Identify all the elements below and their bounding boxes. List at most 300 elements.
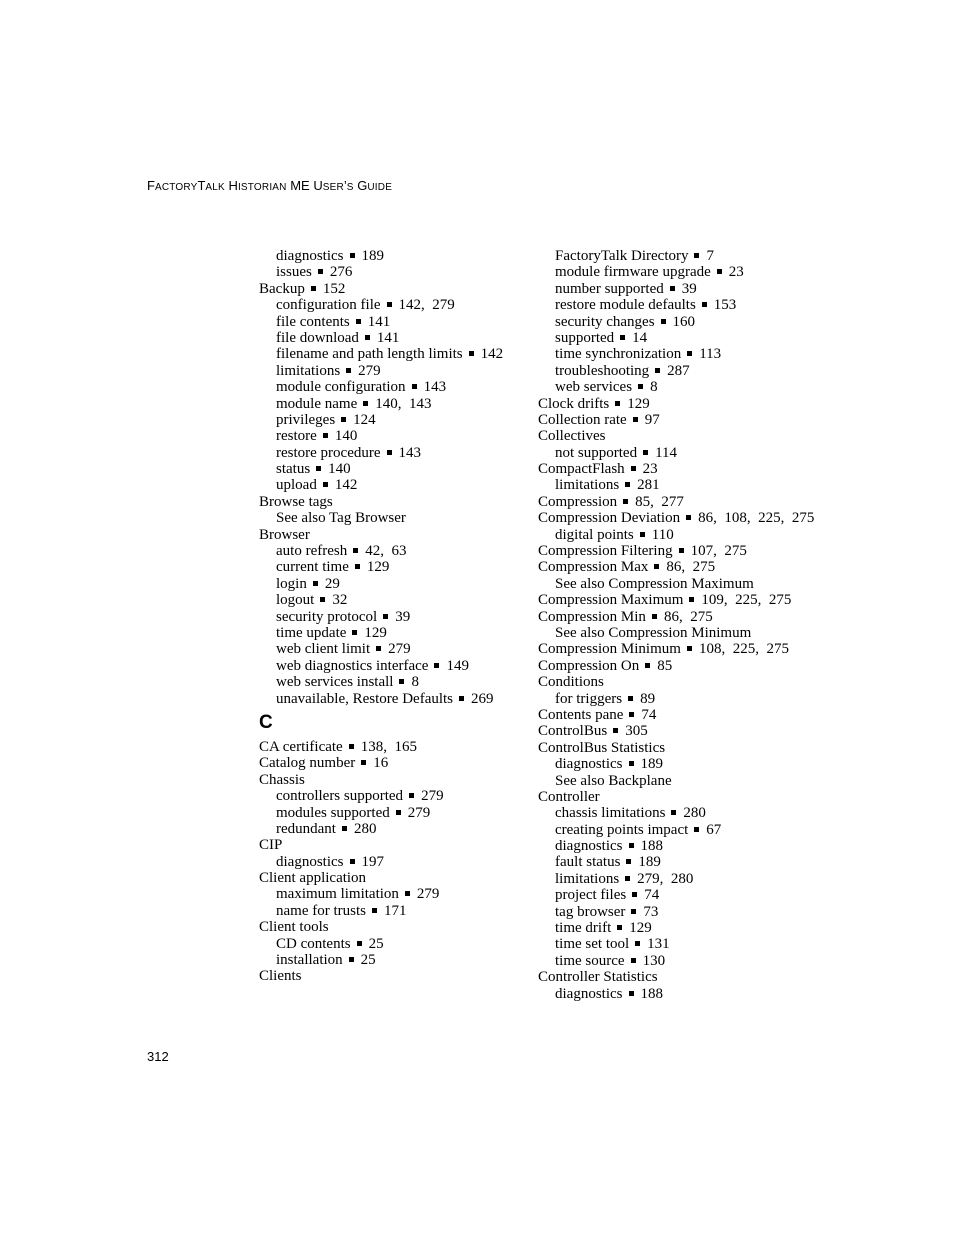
header-segment: F	[147, 178, 155, 193]
bullet-separator-icon	[694, 253, 699, 258]
index-term: web services install	[276, 674, 394, 691]
index-page-refs: 142	[480, 346, 504, 363]
index-subentry	[259, 445, 529, 461]
index-term: CompactFlash	[538, 461, 625, 478]
index-subentry	[259, 674, 529, 690]
index-term: CD contents	[276, 935, 351, 952]
index-entry	[538, 461, 838, 477]
index-subentry	[259, 510, 529, 526]
index-page-refs: 197	[361, 853, 384, 870]
index-entry	[538, 641, 838, 657]
index-term: Backup	[259, 280, 305, 297]
bullet-separator-icon	[654, 564, 659, 569]
index-subentry	[259, 625, 529, 641]
index-term: file download	[276, 329, 359, 346]
index-subentry	[259, 805, 529, 821]
bullet-separator-icon	[717, 269, 722, 274]
index-page-refs: 7	[706, 248, 714, 264]
index-page-refs: 143	[423, 379, 447, 396]
index-entry	[259, 837, 529, 853]
index-subentry	[538, 920, 838, 936]
bullet-separator-icon	[613, 728, 618, 733]
index-subentry	[259, 609, 529, 625]
index-term: See also Compression Maximum	[555, 575, 754, 592]
index-page-refs: 188	[640, 985, 663, 1002]
bullet-separator-icon	[617, 925, 622, 930]
index-entry	[538, 789, 838, 805]
bullet-separator-icon	[372, 908, 377, 913]
index-term: Chassis	[259, 771, 305, 788]
index-subentry	[259, 886, 529, 902]
index-term: web client limit	[276, 641, 371, 658]
index-subentry	[538, 904, 838, 920]
index-term: login	[276, 575, 307, 592]
index-subentry	[259, 428, 529, 444]
index-subentry	[259, 936, 529, 952]
index-term: creating points impact	[555, 821, 689, 838]
index-subentry	[538, 576, 838, 592]
index-page-refs: 129	[366, 559, 390, 576]
index-page-refs: 39	[395, 608, 411, 625]
index-term: for triggers	[555, 690, 623, 707]
bullet-separator-icon	[631, 909, 636, 914]
index-term: ControlBus	[538, 723, 608, 740]
index-page-refs: 279	[416, 886, 440, 903]
index-page-refs: 114	[655, 444, 678, 461]
bullet-separator-icon	[671, 810, 676, 815]
bullet-separator-icon	[361, 760, 366, 765]
index-page-refs: 305	[625, 723, 648, 740]
index-page-refs: 74	[641, 706, 657, 723]
index-term: status	[276, 461, 311, 478]
bullet-separator-icon	[350, 859, 355, 864]
index-term: controllers supported	[276, 788, 404, 805]
index-subentry	[538, 986, 838, 1002]
header-segment: H	[224, 178, 238, 193]
index-term: auto refresh	[276, 543, 348, 560]
bullet-separator-icon	[387, 450, 392, 455]
bullet-separator-icon	[357, 941, 362, 946]
bullet-separator-icon	[640, 532, 645, 537]
header-segment: T	[197, 178, 206, 193]
index-term: project files	[555, 887, 627, 904]
header-segment: G	[353, 178, 368, 193]
index-subentry	[259, 314, 529, 330]
index-term: time drift	[555, 920, 612, 937]
bullet-separator-icon	[356, 319, 361, 324]
index-subentry	[538, 314, 838, 330]
bullet-separator-icon	[341, 417, 346, 422]
index-entry	[259, 968, 529, 984]
index-term: filename and path length limits	[276, 346, 463, 363]
index-page-refs: 74	[644, 887, 660, 904]
index-entry	[538, 658, 838, 674]
header-segment: ME U	[286, 178, 323, 193]
index-term: restore module defaults	[555, 297, 696, 314]
index-subentry	[259, 854, 529, 870]
index-entry	[259, 527, 529, 543]
index-page-refs: 73	[643, 903, 659, 920]
index-subentry	[259, 559, 529, 575]
index-page-refs: 25	[360, 952, 376, 969]
bullet-separator-icon	[629, 761, 634, 766]
index-page-refs: 279	[421, 788, 444, 805]
index-subentry	[259, 592, 529, 608]
index-term: module configuration	[276, 379, 406, 396]
index-term: security changes	[555, 313, 655, 330]
index-term: file contents	[276, 313, 350, 330]
index-term: Compression	[538, 493, 618, 510]
index-page-refs: 287	[667, 362, 690, 379]
index-page-refs: 85, 277	[635, 493, 684, 510]
bullet-separator-icon	[311, 286, 316, 291]
index-subentry	[259, 363, 529, 379]
bullet-separator-icon	[323, 433, 328, 438]
index-term: Catalog number	[259, 755, 356, 772]
index-subentry	[538, 953, 838, 969]
index-subentry	[538, 264, 838, 280]
index-page-refs: 141	[367, 313, 391, 330]
index-page-refs: 129	[627, 395, 650, 412]
index-subentry	[259, 477, 529, 493]
index-term: issues	[276, 264, 312, 281]
index-subentry	[538, 854, 838, 870]
index-term: time synchronization	[555, 346, 682, 363]
index-page-refs: 279	[407, 804, 431, 821]
index-page-refs: 279	[358, 362, 381, 379]
bullet-separator-icon	[383, 614, 388, 619]
index-term: modules supported	[276, 804, 390, 821]
bullet-separator-icon	[353, 548, 358, 553]
index-entry	[259, 281, 529, 297]
index-term: Controller Statistics	[538, 969, 658, 986]
index-page-refs: 32	[332, 592, 348, 609]
index-page-refs: 8	[650, 379, 658, 396]
bullet-separator-icon	[625, 876, 630, 881]
bullet-separator-icon	[412, 384, 417, 389]
bullet-separator-icon	[687, 646, 692, 651]
header-segment: UIDE	[367, 182, 393, 193]
index-entry	[538, 740, 838, 756]
index-term: fault status	[555, 854, 621, 871]
index-page-refs: 160	[672, 313, 696, 330]
index-page-refs: 189	[640, 756, 663, 773]
index-page-refs: 142	[334, 477, 358, 494]
index-term: maximum limitation	[276, 886, 399, 903]
header-segment: ACTORY	[154, 182, 198, 193]
bullet-separator-icon	[625, 482, 630, 487]
header-segment: ISTORIAN	[237, 182, 287, 193]
index-subentry	[259, 297, 529, 313]
index-page-refs: 85	[657, 657, 673, 674]
bullet-separator-icon	[661, 319, 666, 324]
bullet-separator-icon	[694, 827, 699, 832]
index-subentry	[259, 412, 529, 428]
index-page-refs: 16	[373, 755, 389, 772]
index-term: digital points	[555, 526, 634, 543]
bullet-separator-icon	[702, 302, 707, 307]
bullet-separator-icon	[342, 826, 347, 831]
index-page-refs: 86, 275	[666, 559, 716, 576]
index-subentry	[259, 691, 529, 707]
bullet-separator-icon	[318, 269, 323, 274]
bullet-separator-icon	[387, 302, 392, 307]
bullet-separator-icon	[349, 957, 354, 962]
index-term: chassis limitations	[555, 805, 666, 822]
index-term: module firmware upgrade	[555, 264, 711, 281]
index-page-refs: 23	[642, 461, 658, 478]
index-term: restore procedure	[276, 444, 381, 461]
index-subentry	[538, 297, 838, 313]
index-entry	[538, 494, 838, 510]
index-subentry	[259, 248, 529, 264]
bullet-separator-icon	[652, 614, 657, 619]
index-entry	[538, 428, 838, 444]
index-term: logout	[276, 592, 315, 609]
index-page-refs: 149	[446, 657, 469, 674]
index-entry	[538, 723, 838, 739]
index-subentry	[538, 838, 838, 854]
index-term: Client tools	[259, 919, 329, 936]
index-page-refs: 143	[398, 444, 422, 461]
index-entry	[538, 510, 838, 526]
index-term: redundant	[276, 820, 336, 837]
index-entry	[259, 870, 529, 886]
index-subentry	[538, 445, 838, 461]
index-term: time source	[555, 952, 625, 969]
bullet-separator-icon	[365, 335, 370, 340]
index-term: diagnostics	[276, 853, 344, 870]
index-term: Collectives	[538, 428, 606, 445]
index-term: Compression Deviation	[538, 510, 681, 527]
index-term: diagnostics	[555, 985, 623, 1002]
index-term: Compression Filtering	[538, 543, 673, 560]
bullet-separator-icon	[349, 744, 354, 749]
index-page-refs: 42, 63	[365, 543, 407, 560]
index-subentry	[538, 871, 838, 887]
index-subentry	[538, 346, 838, 362]
index-entry	[259, 772, 529, 788]
page-number: 312	[147, 1049, 169, 1064]
index-subentry	[259, 379, 529, 395]
bullet-separator-icon	[323, 482, 328, 487]
index-page-refs: 153	[713, 297, 737, 314]
index-subentry	[259, 330, 529, 346]
bullet-separator-icon	[320, 597, 325, 602]
index-page-refs: 188	[640, 838, 663, 855]
index-term: Contents pane	[538, 706, 624, 723]
bullet-separator-icon	[631, 958, 636, 963]
bullet-separator-icon	[355, 564, 360, 569]
bullet-separator-icon	[689, 597, 694, 602]
bullet-separator-icon	[615, 401, 620, 406]
index-subentry	[538, 379, 838, 395]
bullet-separator-icon	[679, 548, 684, 553]
index-page-refs: 279	[388, 641, 411, 658]
index-term: number supported	[555, 280, 664, 297]
index-page-refs: 141	[376, 329, 400, 346]
index-entry	[259, 739, 529, 755]
index-term: privileges	[276, 411, 336, 428]
index-term: Compression Minimum	[538, 641, 681, 658]
bullet-separator-icon	[633, 417, 638, 422]
index-term: Browser	[259, 526, 310, 543]
index-subentry	[538, 805, 838, 821]
index-term: See also Tag Browser	[276, 510, 406, 527]
index-term: limitations	[555, 477, 620, 494]
index-page-refs: 23	[728, 264, 744, 281]
header-segment: ALK	[205, 182, 225, 193]
index-page-refs: 129	[629, 920, 652, 937]
index-term: Compression Min	[538, 608, 646, 625]
bullet-separator-icon	[620, 335, 625, 340]
bullet-separator-icon	[434, 663, 439, 668]
bullet-separator-icon	[629, 712, 634, 717]
index-page-refs: 138, 165	[360, 738, 417, 755]
index-entry	[538, 609, 838, 625]
index-page-refs: 86, 275	[663, 608, 713, 625]
index-subentry	[538, 773, 838, 789]
bullet-separator-icon	[628, 696, 633, 701]
index-subentry	[538, 248, 838, 264]
bullet-separator-icon	[638, 384, 643, 389]
bullet-separator-icon	[469, 351, 474, 356]
index-entry	[259, 919, 529, 935]
bullet-separator-icon	[655, 368, 660, 373]
index-term: web diagnostics interface	[276, 657, 429, 674]
index-term: CA certificate	[259, 738, 343, 755]
index-term: Client application	[259, 870, 367, 887]
index-column-right	[538, 248, 838, 1002]
index-page-refs: 280	[353, 820, 377, 837]
index-subentry	[259, 396, 529, 412]
bullet-separator-icon	[459, 696, 464, 701]
index-term: diagnostics	[555, 838, 623, 855]
index-term: current time	[276, 559, 349, 576]
index-page-refs: 110	[651, 526, 674, 543]
bullet-separator-icon	[631, 466, 636, 471]
index-entry	[538, 412, 838, 428]
bullet-separator-icon	[623, 499, 628, 504]
index-page-refs: 140, 143	[375, 395, 432, 412]
index-subentry	[538, 887, 838, 903]
index-subentry	[538, 691, 838, 707]
index-entry	[538, 707, 838, 723]
bullet-separator-icon	[687, 351, 692, 356]
index-page-refs: 109, 225, 275	[701, 592, 792, 609]
bullet-separator-icon	[396, 810, 401, 815]
index-entry	[538, 543, 838, 559]
index-page-refs: 124	[353, 411, 376, 428]
index-page-refs: 129	[364, 624, 387, 641]
header-segment: S	[346, 182, 354, 193]
index-subentry	[538, 625, 838, 641]
bullet-separator-icon	[350, 253, 355, 258]
index-page-refs: 189	[638, 854, 661, 871]
section-letter: C	[259, 711, 273, 733]
index-page-refs: 140	[334, 428, 358, 445]
index-term: not supported	[555, 444, 638, 461]
index-subentry	[538, 822, 838, 838]
index-page-refs: 131	[647, 936, 670, 953]
index-entry	[538, 396, 838, 412]
bullet-separator-icon	[629, 843, 634, 848]
index-term: See also Compression Minimum	[555, 624, 752, 641]
index-page-refs: 152	[322, 280, 346, 297]
index-subentry	[259, 821, 529, 837]
bullet-separator-icon	[409, 793, 414, 798]
index-page-refs: 86, 108, 225, 275	[698, 510, 815, 527]
index-term: Compression On	[538, 657, 640, 674]
index-subentry	[538, 936, 838, 952]
index-term: time set tool	[555, 936, 630, 953]
index-term: tag browser	[555, 903, 626, 920]
bullet-separator-icon	[376, 646, 381, 651]
header-segment: ’	[343, 178, 347, 193]
index-page-refs: 113	[699, 346, 722, 363]
index-subentry	[538, 330, 838, 346]
index-term: FactoryTalk Directory	[555, 248, 689, 264]
index-term: CIP	[259, 837, 283, 854]
index-term: restore	[276, 428, 317, 445]
index-subentry	[259, 461, 529, 477]
bullet-separator-icon	[670, 286, 675, 291]
index-page-refs: 39	[681, 280, 697, 297]
index-subentry	[259, 641, 529, 657]
index-page-refs: 29	[324, 575, 340, 592]
index-page-refs: 14	[632, 329, 648, 346]
index-term: name for trusts	[276, 902, 366, 919]
index-term: diagnostics	[555, 756, 623, 773]
running-header	[147, 177, 392, 197]
index-page-refs: 97	[644, 411, 660, 428]
index-page-refs: 89	[640, 690, 656, 707]
index-subentry	[538, 281, 838, 297]
header-segment: SER	[322, 182, 344, 193]
index-term: upload	[276, 477, 317, 494]
index-term: Compression Maximum	[538, 592, 684, 609]
bullet-separator-icon	[686, 515, 691, 520]
index-page-refs: 171	[383, 902, 407, 919]
index-subentry	[259, 576, 529, 592]
index-term: web services	[555, 379, 633, 396]
index-term: Clients	[259, 968, 302, 985]
index-page-refs: 142, 279	[398, 297, 455, 314]
bullet-separator-icon	[313, 581, 318, 586]
index-page-refs: 279, 280	[637, 870, 694, 887]
index-page-refs: 25	[368, 935, 384, 952]
bullet-separator-icon	[643, 450, 648, 455]
index-page-refs: 108, 225, 275	[698, 641, 789, 658]
index-page-refs: 276	[329, 264, 353, 281]
index-term: limitations	[555, 870, 620, 887]
index-term: installation	[276, 952, 343, 969]
index-subentry	[538, 477, 838, 493]
bullet-separator-icon	[399, 679, 404, 684]
bullet-separator-icon	[626, 859, 631, 864]
index-column-left	[259, 248, 529, 985]
index-page-refs: 67	[706, 821, 722, 838]
index-entry	[538, 674, 838, 690]
index-term: Browse tags	[259, 493, 333, 510]
index-term: supported	[555, 329, 615, 346]
index-term: limitations	[276, 362, 341, 379]
bullet-separator-icon	[629, 991, 634, 996]
index-subentry	[538, 363, 838, 379]
index-term: security protocol	[276, 608, 378, 625]
bullet-separator-icon	[352, 630, 357, 635]
bullet-separator-icon	[645, 663, 650, 668]
